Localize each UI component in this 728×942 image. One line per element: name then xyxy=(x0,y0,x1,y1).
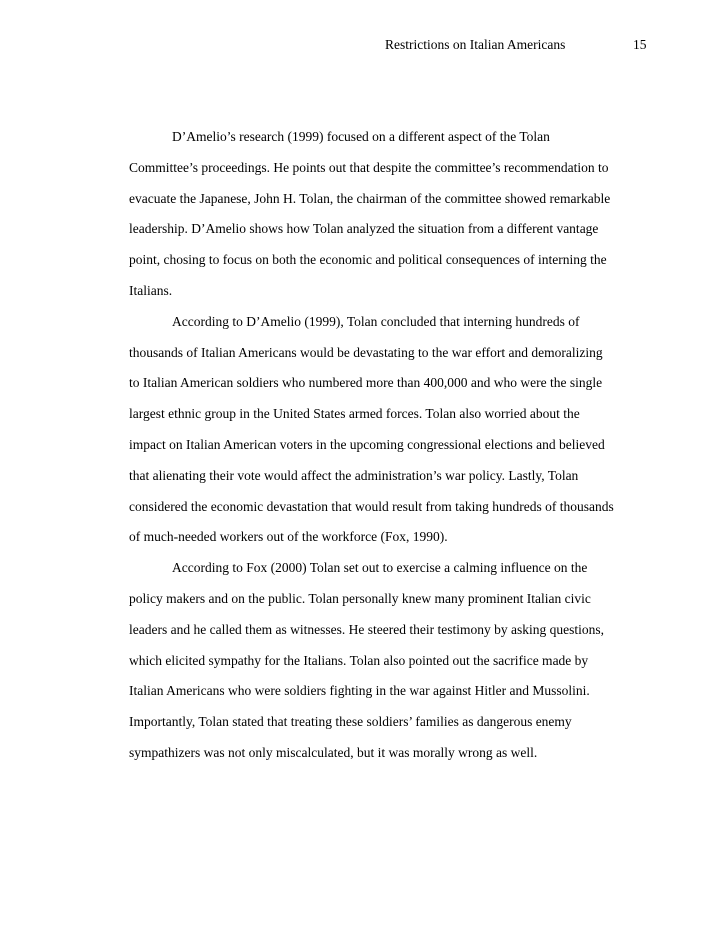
text-line: point, chosing to focus on both the economic and political consequences of interning the xyxy=(129,252,607,268)
text-line: to Italian American soldiers who numbered more than 400,000 and who were the single xyxy=(129,375,603,391)
text-line: thousands of Italian Americans would be devastating to the war effort and demoralizing xyxy=(129,344,603,360)
text-line: evacuate the Japanese, John H. Tolan, the chairman of the committee showed remarkable xyxy=(129,190,611,206)
text-line: Italians. xyxy=(129,282,173,298)
text-line: considered the economic devastation that would result from taking hundreds of thousands xyxy=(129,498,614,514)
text-line: Committee’s proceedings. He points out that despite the committee’s recommendation to xyxy=(129,159,609,175)
text-line: Importantly, Tolan stated that treating these soldiers’ families as dangerous enemy xyxy=(129,714,572,730)
text-line: leaders and he called them as witnesses. He steered their testimony by asking questions, xyxy=(129,621,604,637)
text-line: of much-needed workers out of the workforce (Fox, 1990). xyxy=(129,529,448,545)
text-line: leadership. D’Amelio shows how Tolan analyzed the situation from a different vantage xyxy=(129,221,599,237)
text-line: that alienating their vote would affect the administration’s war policy. Lastly, Tolan xyxy=(129,467,579,483)
page-number: 15 xyxy=(633,37,647,52)
body-text xyxy=(129,122,649,769)
paragraph-first-line: According to D’Amelio (1999), Tolan concluded that interning hundreds of xyxy=(172,313,580,329)
text-line: Italian Americans who were soldiers fighting in the war against Hitler and Mussolini. xyxy=(129,683,590,699)
text-line: sympathizers was not only miscalculated, but it was morally wrong as well. xyxy=(129,744,538,760)
text-line: which elicited sympathy for the Italians. Tolan also pointed out the sacrifice made by xyxy=(129,652,589,668)
paragraph-first-line: According to Fox (2000) Tolan set out to exercise a calming influence on the xyxy=(172,560,588,576)
text-line: largest ethnic group in the United States armed forces. Tolan also worried about the xyxy=(129,406,580,422)
text-line: policy makers and on the public. Tolan personally knew many prominent Italian civic xyxy=(129,590,591,606)
running-head: Restrictions on Italian Americans xyxy=(385,37,566,52)
paragraph-first-line: D’Amelio’s research (1999) focused on a different aspect of the Tolan xyxy=(172,129,550,144)
text-line: impact on Italian American voters in the upcoming congressional elections and believed xyxy=(129,436,605,452)
